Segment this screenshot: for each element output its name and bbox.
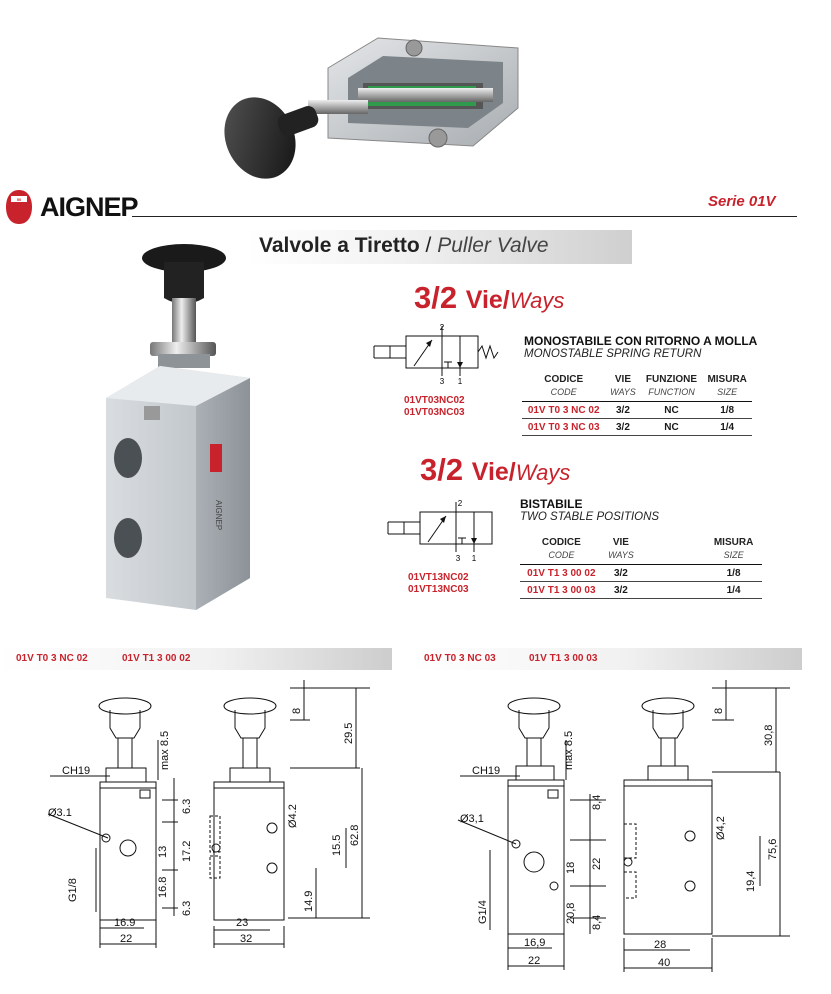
bi-port-3: 3 <box>455 554 461 563</box>
table-row: 01V T1 3 00 02 3/2 1/8 <box>520 565 762 582</box>
bi-code-1: 01VT13NC02 <box>408 572 469 583</box>
dim-16-9: 16.9 <box>114 917 136 929</box>
dim-22-r: 22 <box>528 955 541 967</box>
dim-8: 8 <box>291 707 303 714</box>
valve-product-photo <box>100 238 260 618</box>
mono-col-function: FUNZIONE FUNCTION <box>641 374 703 402</box>
table-row: 01V T1 3 00 03 3/2 1/4 <box>520 582 762 599</box>
mono-valve-symbol <box>370 322 500 386</box>
mono-col-size: MISURA SIZE <box>702 374 752 402</box>
bi-title: BISTABILE <box>520 497 583 511</box>
mono-port-2: 2 <box>439 323 445 332</box>
dim-6-3-top: 6.3 <box>181 798 193 814</box>
technical-drawing-left <box>40 680 390 952</box>
dim-4-2: Ø4.2 <box>287 804 299 828</box>
dim-40: 40 <box>658 957 671 969</box>
bi-port-1: 1 <box>471 554 477 563</box>
dim-4-2-r: Ø4,2 <box>715 816 727 840</box>
bi-col-code: CODICE CODE <box>520 537 603 565</box>
title-italian: Valvole a Tiretto <box>259 234 420 257</box>
dim-thread-r: G1/4 <box>477 900 489 924</box>
page-title <box>259 234 549 258</box>
mono-code-2: 01VT03NC03 <box>404 407 465 418</box>
dim-22-v: 22 <box>591 857 603 870</box>
dim-22: 22 <box>120 933 133 945</box>
dim-32: 32 <box>240 933 253 945</box>
drawing-right-label-1: 01V T0 3 NC 03 <box>424 653 496 664</box>
mono-col-ways: VIE WAYS <box>605 374 640 402</box>
table-row: 01V T0 3 NC 03 3/2 NC 1/4 <box>522 419 752 436</box>
table-row: 01V T0 3 NC 02 3/2 NC 1/8 <box>522 402 752 419</box>
aignep-logo-icon <box>4 188 34 226</box>
dim-thread: G1/8 <box>67 878 79 902</box>
bi-heading-ways: Ways <box>515 460 571 485</box>
mono-heading-num: 3/2 <box>414 280 458 315</box>
bi-port-2: 2 <box>457 499 463 508</box>
title-english: Puller Valve <box>437 234 549 257</box>
mono-spec-table <box>522 374 752 436</box>
bi-subtitle: TWO STABLE POSITIONS <box>520 511 660 523</box>
mono-heading <box>414 280 564 316</box>
dim-ch: CH19 <box>62 765 91 777</box>
bi-heading-vie: Vie/ <box>471 458 516 486</box>
dim-8-4-top: 8,4 <box>591 794 603 810</box>
dim-ch-r: CH19 <box>472 765 501 777</box>
dim-hole: Ø3.1 <box>48 807 72 819</box>
dim-16-9-r: 16,9 <box>524 937 546 949</box>
mono-subtitle: MONOSTABLE SPRING RETURN <box>524 348 702 360</box>
bi-col-ways: VIE WAYS <box>603 537 639 565</box>
mono-heading-vie: Vie/ <box>465 286 510 314</box>
dim-6-3-bot: 6.3 <box>181 900 193 916</box>
dim-hole-r: Ø3,1 <box>460 813 484 825</box>
mono-port-1: 1 <box>457 377 463 386</box>
svg-text:50: 50 <box>16 197 22 202</box>
dim-8-4-bot: 8,4 <box>591 914 603 930</box>
dim-13: 13 <box>157 845 169 858</box>
mono-code-1: 01VT03NC02 <box>404 395 465 406</box>
technical-drawing-right <box>450 680 810 976</box>
mono-heading-ways: Ways <box>509 288 565 313</box>
dim-28: 28 <box>654 939 667 951</box>
header-rule <box>132 216 797 217</box>
mono-port-3: 3 <box>439 377 445 386</box>
mono-col-code: CODICE CODE <box>522 374 605 402</box>
drawing-right-label-2: 01V T1 3 00 03 <box>529 653 598 664</box>
brand-name: AIGNEP <box>40 192 138 222</box>
bi-code-list <box>408 572 469 596</box>
dim-62-8: 62.8 <box>349 824 361 846</box>
drawing-left-label-1: 01V T0 3 NC 02 <box>16 653 88 664</box>
dim-20-8: 20,8 <box>565 902 577 924</box>
dim-max: max 8.5 <box>159 730 171 770</box>
title-separator: / <box>425 234 432 257</box>
dim-15-5: 15.5 <box>331 834 343 856</box>
dim-16-8: 16.8 <box>157 876 169 898</box>
dim-max-r: max 8.5 <box>563 730 575 770</box>
mono-code-list <box>404 395 465 419</box>
drawing-left-label-2: 01V T1 3 00 02 <box>122 653 191 664</box>
dim-30-8: 30,8 <box>763 724 775 746</box>
dim-8-r: 8 <box>713 707 725 714</box>
bi-col-size: MISURA SIZE <box>639 537 762 565</box>
dim-17-2: 17.2 <box>181 840 193 862</box>
bi-heading-num: 3/2 <box>420 452 464 487</box>
dim-14-9: 14.9 <box>303 890 315 912</box>
bi-heading <box>420 452 570 488</box>
cutaway-valve-image <box>218 28 534 188</box>
serie-label: Serie 01V <box>708 193 776 210</box>
dim-29-5: 29.5 <box>343 722 355 744</box>
bi-valve-symbol <box>384 496 504 566</box>
dim-23: 23 <box>236 917 249 929</box>
dim-18: 18 <box>565 861 577 874</box>
dim-75-6: 75,6 <box>767 838 779 860</box>
bi-spec-table <box>520 537 762 599</box>
bi-code-2: 01VT13NC03 <box>408 584 469 595</box>
body-marking: AIGNEP <box>214 500 223 531</box>
dim-19-4: 19,4 <box>745 870 757 892</box>
mono-title: MONOSTABILE CON RITORNO A MOLLA <box>524 334 758 348</box>
